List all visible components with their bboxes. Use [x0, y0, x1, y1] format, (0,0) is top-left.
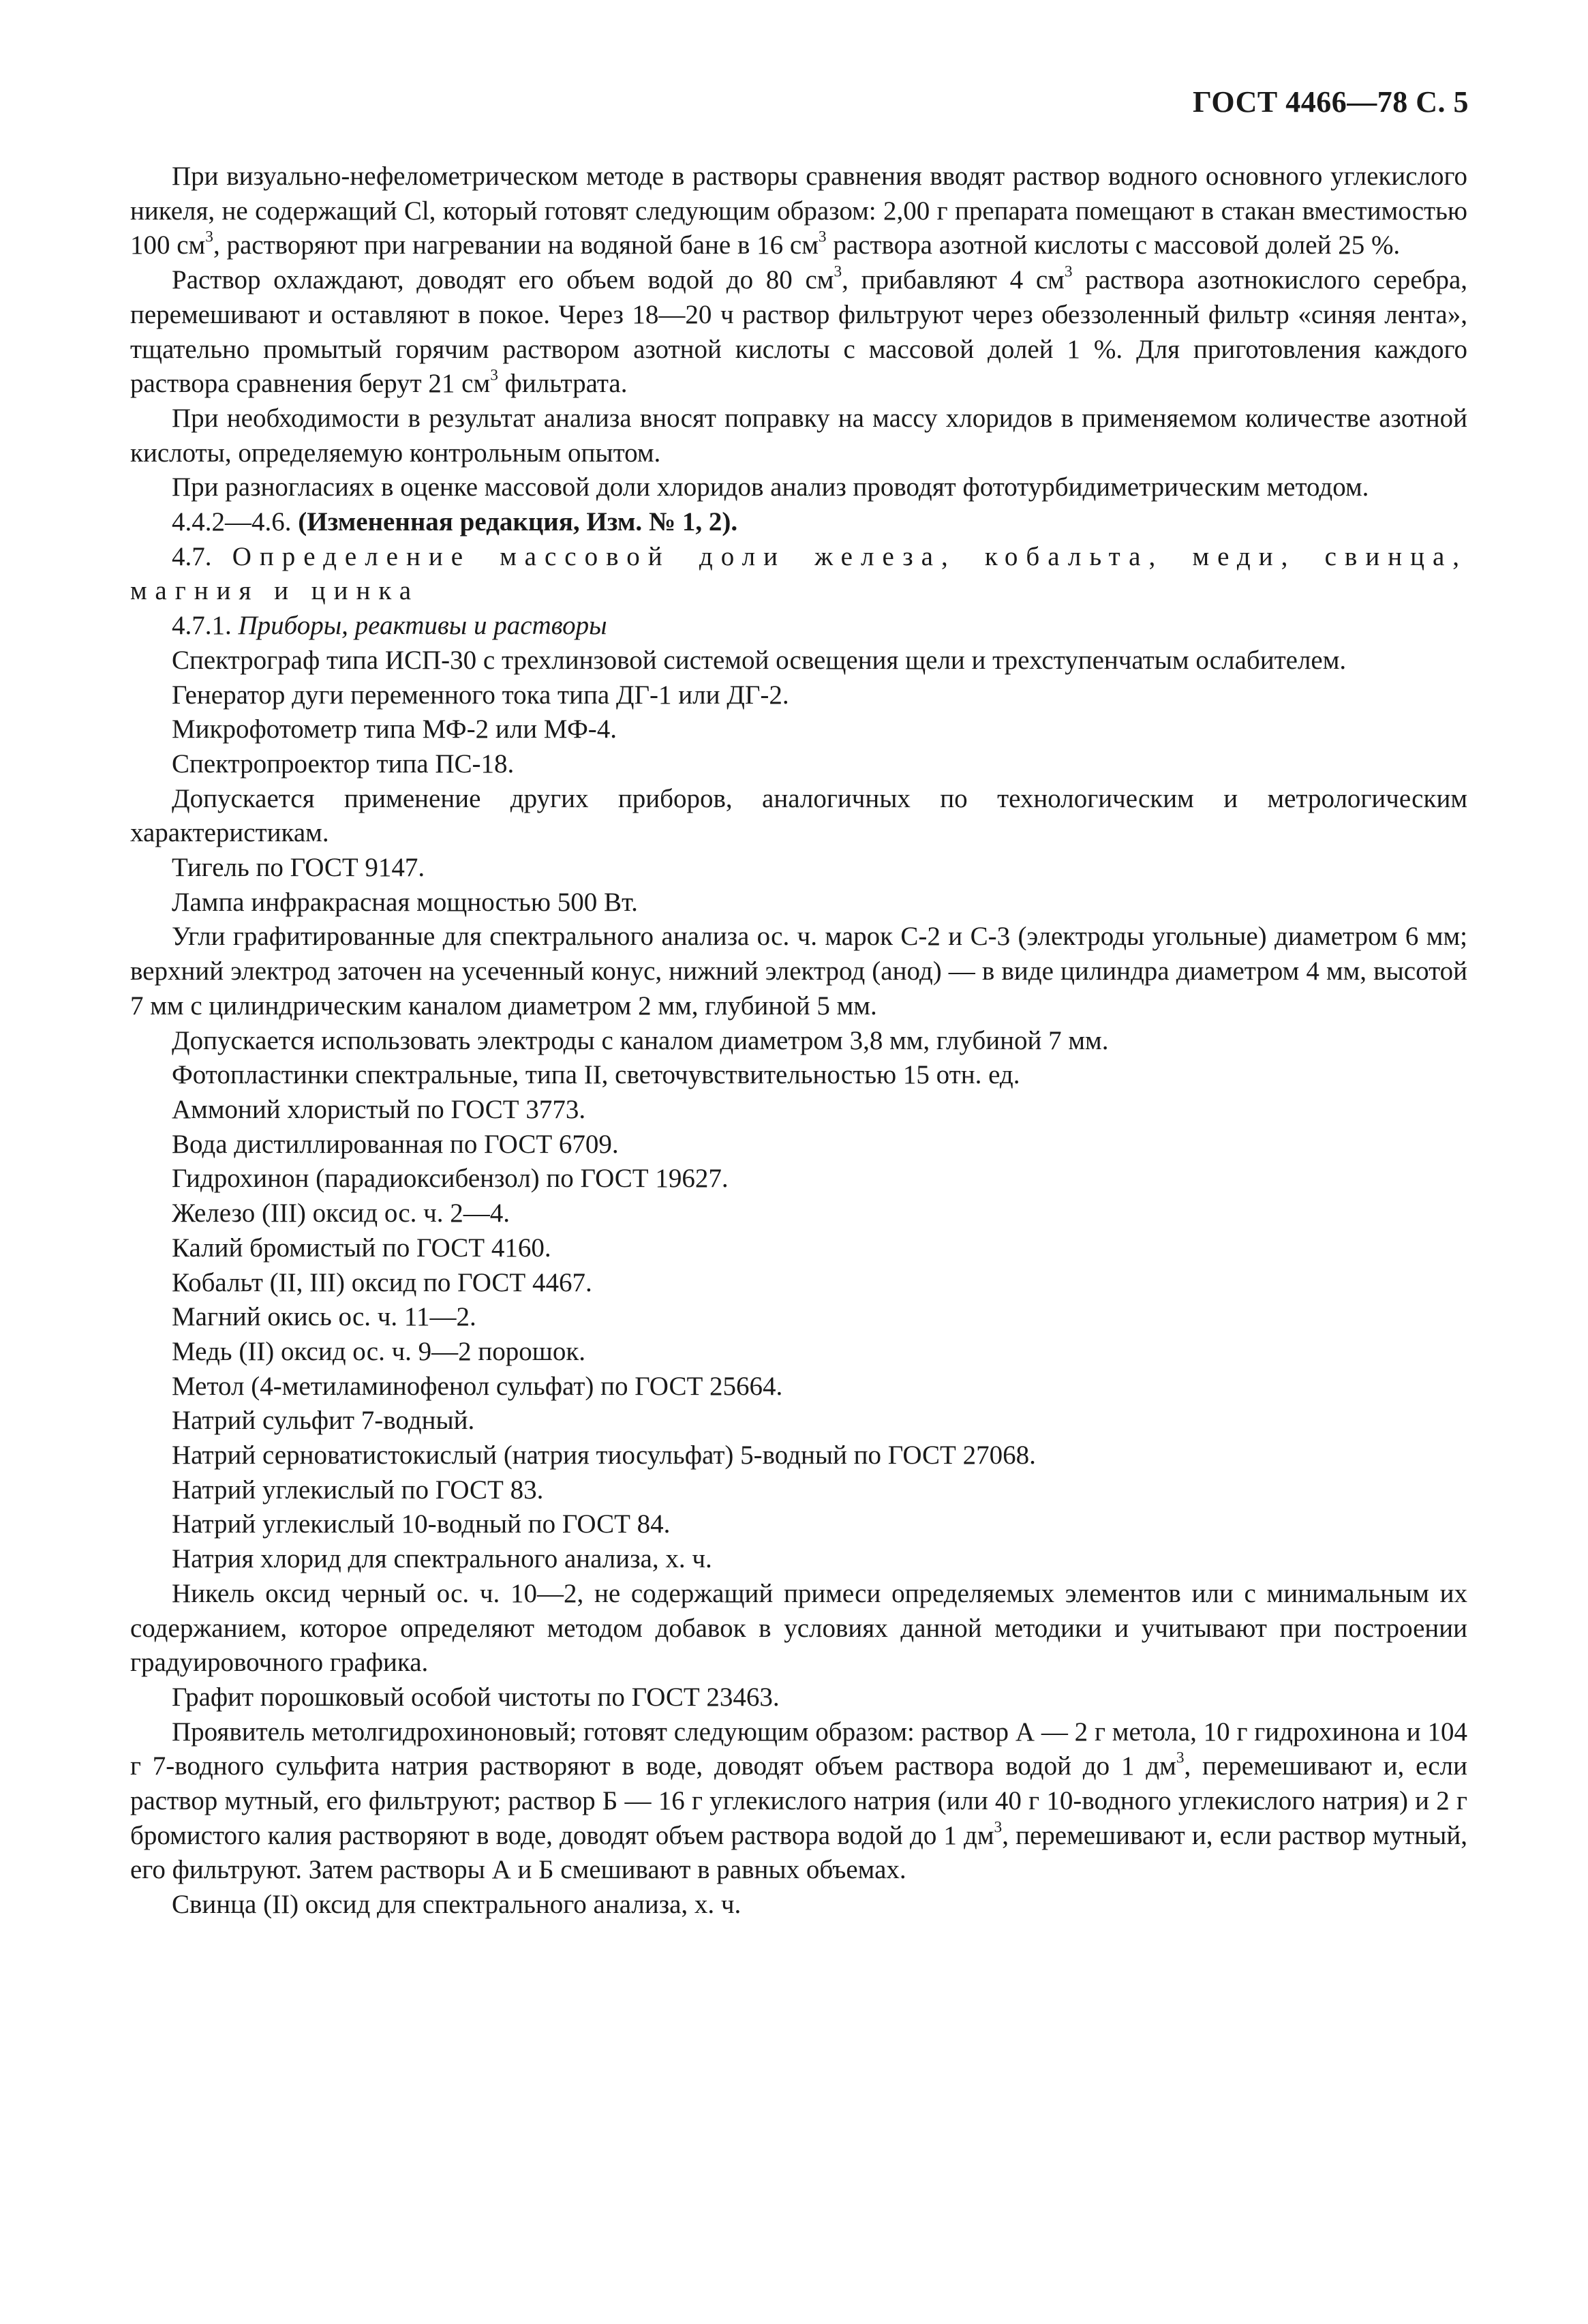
list-item: Медь (II) оксид ос. ч. 9—2 порошок. — [172, 1336, 586, 1366]
page-header: ГОСТ 4466—78 С. 5 — [1192, 85, 1469, 119]
list-item: Графит порошковый особой чистоты по ГОСТ 23463. — [172, 1682, 780, 1712]
list-item: Магний окись ос. ч. 11—2. — [172, 1302, 476, 1332]
list-item: Угли графитированные для спектрального анализа ос. ч. марок С-2 и С-3 (электроды угольные) диаметром 6 мм; верхний электрод заточен на усеченный конус, нижний электрод (анод) — в виде цилиндра диаметром 4 мм, высотой 7 мм с цилиндрическим каналом диаметром 2 мм, глубиной 5 мм. — [130, 922, 1467, 1021]
list-item: Метол (4-метиламинофенол сульфат) по ГОСТ 25664. — [172, 1371, 783, 1401]
list-item: Микрофотометр типа МФ-2 или МФ-4. — [172, 714, 617, 744]
list-item: Генератор дуги переменного тока типа ДГ-1 или ДГ-2. — [172, 680, 789, 710]
paragraph-correction: При необходимости в результат анализа вносят поправку на массу хлоридов в применяемом количестве азотной кислоты, определяемую контрольным опытом. — [130, 403, 1467, 468]
list-item: Тигель по ГОСТ 9147. — [172, 853, 425, 883]
list-item: Натрий сульфит 7-водный. — [172, 1406, 475, 1436]
list-item: Никель оксид черный ос. ч. 10—2, не содержащий примеси определяемых элементов или с минимальным их содержанием, которое определяют методом добавок в условиях данной методики и учитывают при построении градуировочного графика. — [130, 1578, 1467, 1678]
list-item: Лампа инфракрасная мощностью 500 Вт. — [172, 887, 638, 917]
list-item: Вода дистиллированная по ГОСТ 6709. — [172, 1129, 619, 1159]
document-body — [130, 160, 1467, 1922]
list-item: Кобальт (II, III) оксид по ГОСТ 4467. — [172, 1267, 592, 1297]
list-item: Натрий углекислый по ГОСТ 83. — [172, 1475, 544, 1505]
list-item: Спектропроектор типа ПС-18. — [172, 749, 515, 779]
list-item: Спектрограф типа ИСП-30 с трехлинзовой системой освещения щели и трехступенчатым ослабителем. — [172, 645, 1347, 675]
list-item: Гидрохинон (парадиоксибензол) по ГОСТ 19627. — [172, 1164, 729, 1194]
subsection-heading-4-7-1: 4.7.1. Приборы, реактивы и растворы — [172, 611, 607, 641]
list-item: Натрий серноватистокислый (натрия тиосульфат) 5-водный по ГОСТ 27068. — [172, 1440, 1036, 1470]
paragraph-amendment: 4.4.2—4.6. (Измененная редакция, Изм. № 1, 2). — [172, 507, 738, 537]
section-heading-4-7: 4.7. Определение массовой доли железа, кобальта, меди, свинца, магния и цинка — [130, 541, 1468, 606]
paragraph-developer: Проявитель метолгидрохиноновый; готовят следующим образом: раствор А — 2 г метола, 10 г гидрохинона и 104 г 7-водного сульфита натрия растворяют в воде, доводят объем раствора водой до 1 $дм^3$, перемешивают и, если раствор мутный, его фильтруют; раствор Б — 16 г углекислого натрия (или 40 г 10-водного углекислого натрия) и 2 г бромистого калия растворяют в воде, доводят объем раствора водой до 1 $дм^3$, перемешивают и, если раствор мутный, его фильтруют. Затем растворы А и Б смешивают в равных объемах. — [130, 1717, 1468, 1885]
paragraph-cooling: Раствор охлаждают, доводят его объем водой до 80 $см^3$, прибавляют 4 $см^3$ раствора азотнокислого серебра, перемешивают и оставляют в покое. Через 18—20 ч раствор фильтруют через обеззоленный фильтр «синяя лента», тщательно промытый горячим раствором азотной кислоты с массовой долей 1 %. Для приготовления каждого раствора сравнения берут 21 $см^3$ фильтрата. — [130, 262, 1468, 399]
list-item: Допускается использовать электроды с каналом диаметром 3,8 мм, глубиной 7 мм. — [172, 1025, 1109, 1055]
list-item: Свинца (II) оксид для спектрального анализа, х. ч. — [172, 1890, 742, 1920]
list-item: Натрия хлорид для спектрального анализа, х. ч. — [172, 1544, 712, 1574]
list-item: Допускается применение других приборов, аналогичных по технологическим и метрологическим характеристикам. — [130, 783, 1467, 848]
list-item: Калий бромистый по ГОСТ 4160. — [172, 1233, 551, 1263]
list-item: Аммоний хлористый по ГОСТ 3773. — [172, 1094, 586, 1124]
list-item: Железо (III) оксид ос. ч. 2—4. — [172, 1198, 510, 1228]
paragraph-nephelometric: При визуально-нефелометрическом методе в растворы сравнения вводят раствор водного основного углекислого никеля, не содержащий Cl, который готовят следующим образом: 2,00 г препарата помещают в стакан вместимостью 100 $см^3$, растворяют при нагревании на водяной бане в 16 $см^3$ раствора азотной кислоты с массовой долей 25 %. — [130, 162, 1467, 260]
list-item: Фотопластинки спектральные, типа II, светочувствительностью 15 отн. ед. — [172, 1060, 1020, 1090]
list-item: Натрий углекислый 10-водный по ГОСТ 84. — [172, 1509, 671, 1539]
paragraph-disagreement: При разногласиях в оценке массовой доли хлоридов анализ проводят фототурбидиметрическим методом. — [172, 472, 1369, 502]
